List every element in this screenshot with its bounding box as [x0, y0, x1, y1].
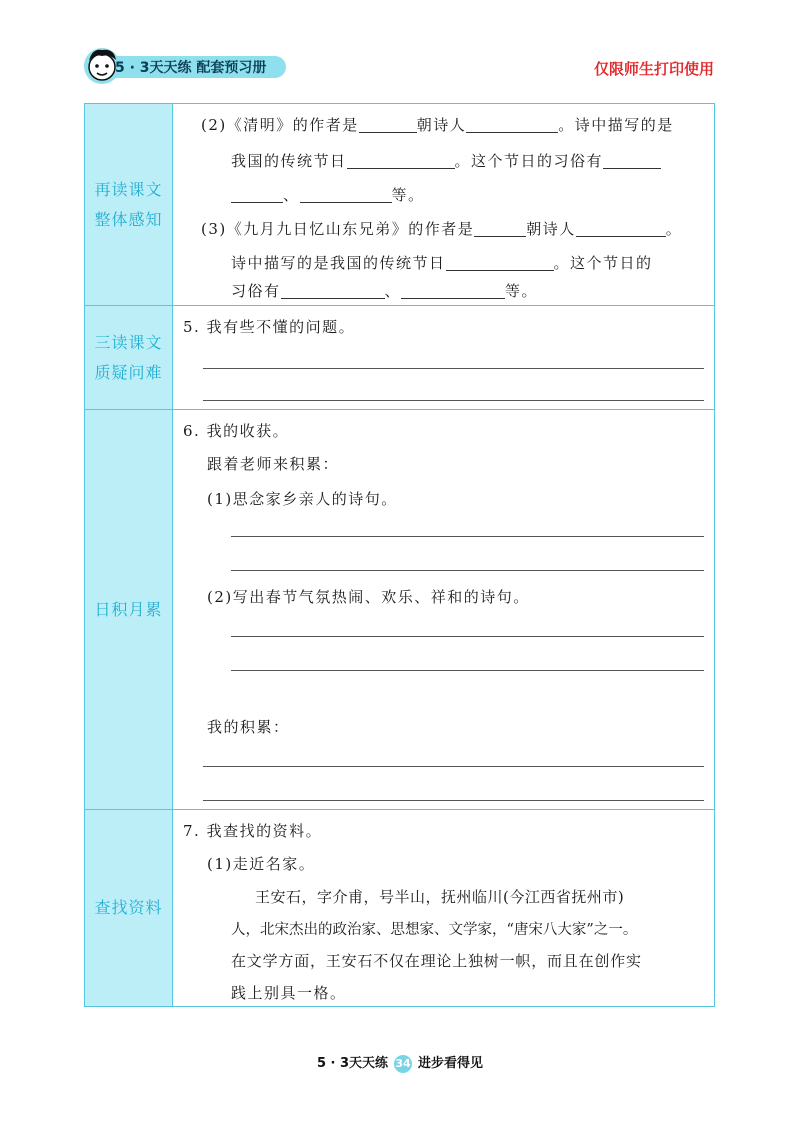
writing-line[interactable]: [203, 400, 704, 401]
writing-line[interactable]: [231, 536, 704, 537]
page-footer: [0, 1052, 800, 1073]
footer-series: 5 · 3天天练: [316, 1056, 389, 1071]
answer-blank[interactable]: [401, 282, 505, 299]
accumulate-item1: (1)思念家乡亲人的诗句。: [207, 490, 398, 508]
answer-blank[interactable]: [281, 282, 385, 299]
question-content: [175, 306, 714, 409]
q2-line3: 、 等。: [231, 184, 425, 205]
label-text: 质疑问难: [94, 362, 163, 382]
row-research: [85, 810, 714, 1006]
reread-content: [175, 104, 714, 305]
label-accumulate: [85, 410, 173, 809]
label-text: 整体感知: [94, 209, 163, 229]
q3-line1: (3)《九月九日忆山东兄弟》的作者是 朝诗人 。: [201, 220, 683, 238]
writing-line[interactable]: [231, 570, 704, 571]
answer-blank[interactable]: [300, 186, 392, 203]
answer-blank[interactable]: [347, 152, 455, 169]
paragraph-line: 践上别具一格。: [231, 984, 347, 1002]
q2-line1: (2)《清明》的作者是 朝诗人 。诗中描写的是: [201, 116, 674, 134]
paragraph-line: 王安石，字介甫，号半山，抚州临川(今江西省抚州市): [255, 888, 625, 906]
q3-line2: 诗中描写的是我国的传统节日 。这个节日的: [231, 254, 653, 272]
accumulate-sub: 跟着老师来积累：: [207, 455, 340, 473]
writing-line[interactable]: [203, 800, 704, 801]
q2-line2: 我国的传统节日 。这个节日的习俗有: [231, 150, 661, 171]
writing-line[interactable]: [231, 670, 704, 671]
my-accumulation: 我的积累：: [207, 718, 290, 736]
label-research: [85, 810, 173, 1006]
label-text: 查找资料: [94, 898, 163, 917]
accumulate-item2: (2)写出春节气氛热闹、欢乐、祥和的诗句。: [207, 588, 530, 606]
q3-line3: 习俗有 、 等。: [231, 282, 539, 300]
answer-blank[interactable]: [603, 152, 661, 169]
answer-blank[interactable]: [576, 220, 666, 237]
footer-slogan: 进步看得见: [418, 1056, 484, 1071]
answer-blank[interactable]: [466, 116, 558, 133]
label-text: 三读课文: [94, 332, 163, 352]
worksheet-table: [84, 103, 715, 1007]
writing-line[interactable]: [203, 766, 704, 767]
print-notice: 仅限师生打印使用: [593, 60, 714, 78]
answer-blank[interactable]: [231, 186, 283, 203]
question-prompt: 5. 我有些不懂的问题。: [183, 318, 356, 336]
writing-line[interactable]: [203, 368, 704, 369]
accumulate-prompt: 6. 我的收获。: [183, 422, 290, 440]
row-question: [85, 306, 714, 410]
label-reread: [85, 104, 173, 305]
series-title: 5 · 3天天练 配套预习册: [115, 60, 267, 76]
answer-blank[interactable]: [446, 254, 554, 271]
answer-blank[interactable]: [359, 116, 417, 133]
research-content: [175, 810, 714, 1006]
research-prompt: 7. 我查找的资料。: [183, 822, 323, 840]
writing-line[interactable]: [231, 636, 704, 637]
accumulate-content: [175, 410, 714, 809]
paragraph-line: 人，北宋杰出的政治家、思想家、文学家，“唐宋八大家”之一。: [231, 922, 638, 938]
label-text: 再读课文: [94, 179, 163, 199]
answer-blank[interactable]: [474, 220, 526, 237]
label-text: 日积月累: [94, 599, 163, 619]
label-question: [85, 306, 173, 409]
page-number: 34: [394, 1055, 412, 1073]
row-reread: [85, 104, 714, 306]
page-header: [0, 0, 800, 90]
paragraph-line: 在文学方面，王安石不仅在理论上独树一帜，而且在创作实: [231, 952, 642, 970]
row-accumulate: [85, 410, 714, 810]
research-item1: (1)走近名家。: [207, 855, 316, 873]
